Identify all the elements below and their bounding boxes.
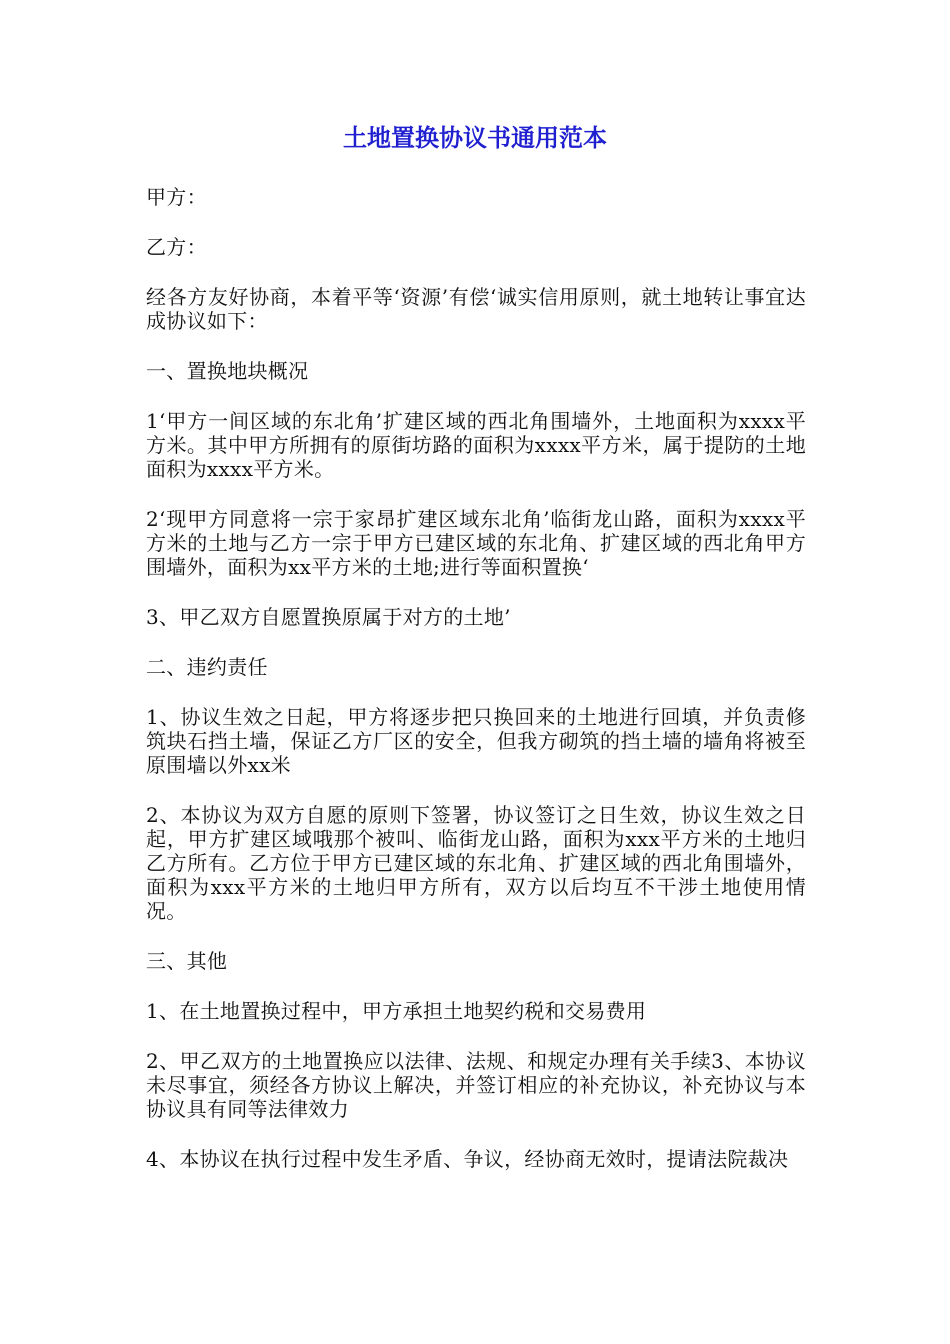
clause-1-3: 3、甲乙双方自愿置换原属于对方的土地’ <box>146 605 511 629</box>
clause-3-4: 4、本协议在执行过程中发生矛盾、争议，经协商无效时，提请法院裁决 <box>146 1147 789 1171</box>
document-body <box>146 185 806 1197</box>
clause-2-1: 1、协议生效之日起，甲方将逐步把只换回来的土地进行回填，并负责修筑块石挡土墙，保证乙方厂区的安全，但我方砌筑的挡土墙的墙角将被至原围墙以外xx米 <box>146 705 806 777</box>
section-heading-land-overview: 一、置换地块概况 <box>146 359 309 383</box>
preamble-paragraph: 经各方友好协商，本着平等‘资源’有偿‘诚实信用原则，就土地转让事宜达成协议如下： <box>146 285 806 333</box>
section-heading-other: 三、其他 <box>146 949 228 973</box>
party-a-line: 甲方： <box>146 185 207 209</box>
clause-2-2: 2、本协议为双方自愿的原则下签署，协议签订之日生效，协议生效之日起，甲方扩建区域哦那个被叫、临街龙山路，面积为xxx平方米的土地归乙方所有。乙方位于甲方已建区域的东北角、扩建区域的西北角围墙外，面积为xxx平方米的土地归甲方所有，双方以后均互不干涉土地使用情况。 <box>146 803 806 923</box>
clause-3-1: 1、在土地置换过程中，甲方承担土地契约税和交易费用 <box>146 999 647 1023</box>
clause-3-2: 2、甲乙双方的土地置换应以法律、法规、和规定办理有关手续3、本协议未尽事宜，须经各方协议上解决，并签订相应的补充协议，补充协议与本协议具有同等法律效力 <box>146 1049 806 1121</box>
document-title: 土地置换协议书通用范本 <box>343 124 607 152</box>
party-b-line: 乙方： <box>146 235 207 259</box>
clause-1-1: 1‘甲方一间区域的东北角’扩建区域的西北角围墙外，土地面积为xxxx平方米。其中甲方所拥有的原街坊路的面积为xxxx平方米，属于提防的土地面积为xxxx平方米。 <box>146 409 806 481</box>
clause-1-2: 2‘现甲方同意将一宗于家昂扩建区域东北角’临街龙山路，面积为xxxx平方米的土地与乙方一宗于甲方已建区域的东北角、扩建区域的西北角甲方围墙外，面积为xx平方米的土地;进行等面积置换‘ <box>146 507 806 579</box>
section-heading-liability: 二、违约责任 <box>146 655 268 679</box>
